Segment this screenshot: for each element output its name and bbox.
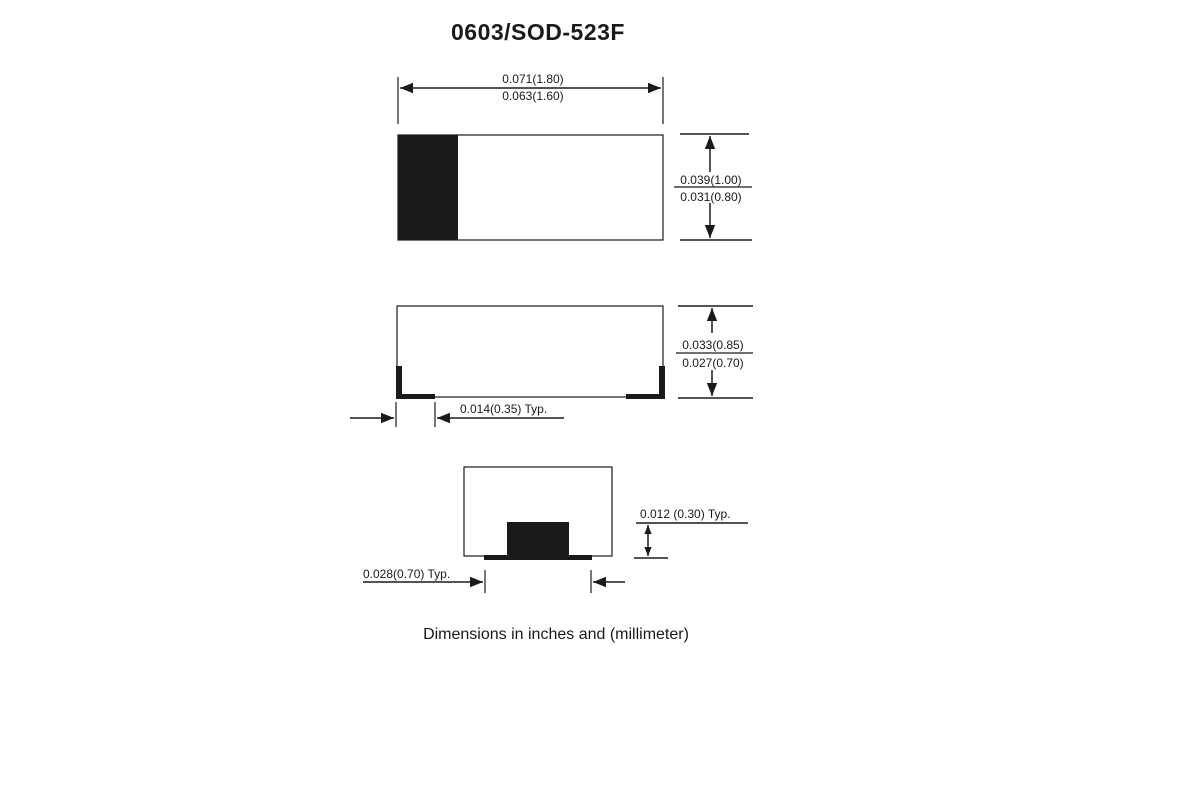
width-max-label: 0.039(1.00): [680, 173, 742, 187]
terminal-width-label: 0.028(0.70) Typ.: [363, 567, 451, 581]
terminal-length-label: 0.014(0.35) Typ.: [460, 402, 548, 416]
cathode-band: [398, 135, 458, 240]
width-min-label: 0.031(0.80): [680, 190, 742, 204]
end-view-terminal-block: [507, 522, 569, 558]
length-min-label: 0.063(1.60): [502, 89, 564, 103]
side-view: [350, 306, 753, 427]
terminal-height-label: 0.012 (0.30) Typ.: [640, 507, 731, 521]
package-title: 0603/SOD-523F: [451, 19, 625, 45]
top-view: [398, 72, 752, 240]
height-min-label: 0.027(0.70): [682, 356, 744, 370]
end-view: [363, 467, 748, 593]
height-max-label: 0.033(0.85): [682, 338, 744, 352]
side-view-body: [397, 306, 663, 397]
length-max-label: 0.071(1.80): [502, 72, 564, 86]
units-footnote: Dimensions in inches and (millimeter): [423, 626, 689, 643]
